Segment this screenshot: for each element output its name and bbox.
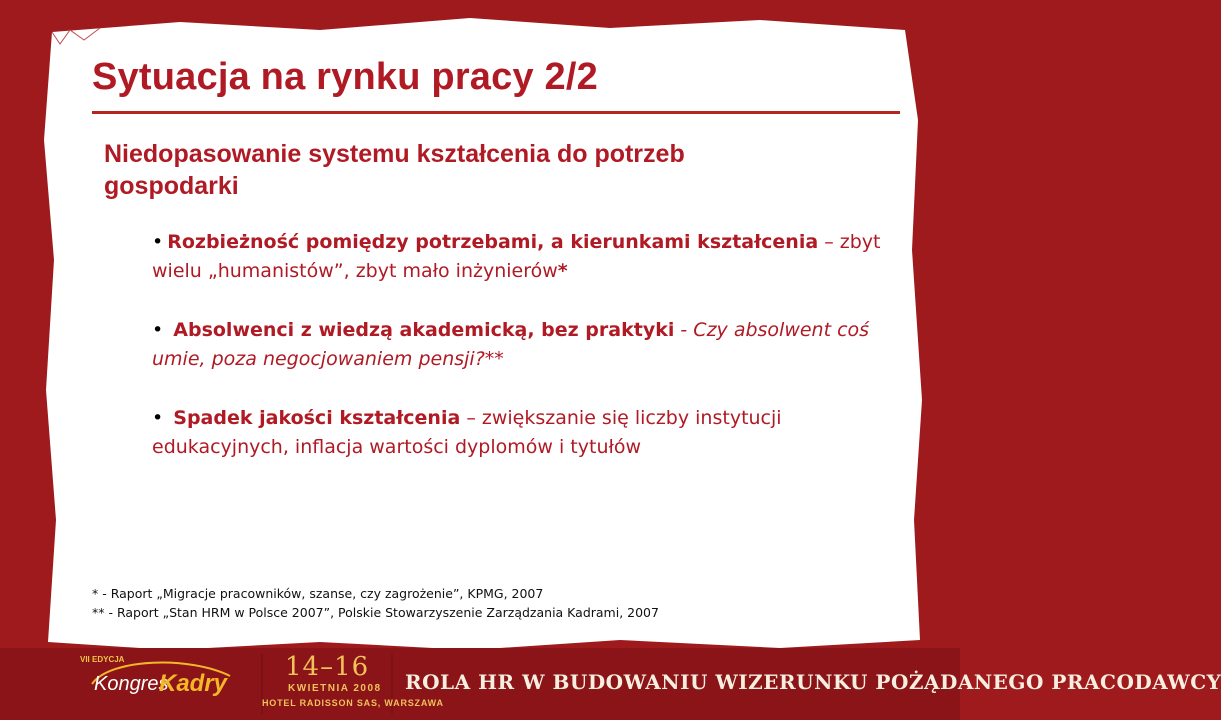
footnote-marker: *: [557, 260, 568, 282]
bullet-lead: Rozbieżność pomiędzy potrzebami, a kierunkami kształcenia: [167, 231, 819, 253]
event-month: KWIETNIA 2008: [288, 683, 382, 694]
bullet-item-graduates: [152, 316, 897, 374]
footnote-2: ** - Raport „Stan HRM w Polsce 2007”, Polskie Stowarzyszenie Zarządzania Kadrami, 2007: [92, 605, 659, 620]
bullet-text: – zbyt wielu „humanistów”, zbyt mało inżynierów: [152, 231, 881, 282]
event-dates: 14–16: [285, 652, 370, 682]
footnote-1: * - Raport „Migracje pracowników, szanse, czy zagrożenie”, KPMG, 2007: [92, 586, 544, 601]
bullet-dot-icon: •: [152, 231, 164, 253]
bullet-dot-icon: •: [152, 319, 164, 341]
slide-title: Sytuacja na rynku pracy 2/2: [92, 56, 598, 98]
bullet-italic: Czy absolwent coś umie, poza negocjowaniem pensji?**: [152, 319, 870, 370]
event-venue: HOTEL RADISSON SAS, WARSZAWA: [262, 698, 444, 708]
bullet-list: [152, 228, 897, 492]
bullet-lead: Spadek jakości kształcenia: [173, 407, 461, 429]
bullet-text: – zwiększanie się liczby instytucji edukacyjnych, inflacja wartości dyplomów i tytułów: [152, 407, 782, 458]
bullet-separator: -: [674, 319, 694, 341]
title-divider: [92, 111, 900, 114]
bullet-item-quality: [152, 404, 897, 462]
footnotes: [92, 584, 912, 622]
slide-subtitle: Niedopasowanie systemu kształcenia do potrzeb gospodarki: [104, 140, 685, 200]
footer-slogan: ROLA HR W BUDOWANIU WIZERUNKU POŻĄDANEGO PRACODAWCY: [405, 670, 1221, 694]
bullet-item-mismatch: [152, 228, 897, 286]
logo-kongres-text: Kongres: [94, 673, 169, 695]
logo-kadry-text: Kadry: [159, 670, 228, 697]
logo-edition: VII EDYCJA: [80, 655, 125, 664]
bullet-lead: Absolwenci z wiedzą akademicką, bez praktyki: [173, 319, 675, 341]
bullet-dot-icon: •: [152, 407, 164, 429]
